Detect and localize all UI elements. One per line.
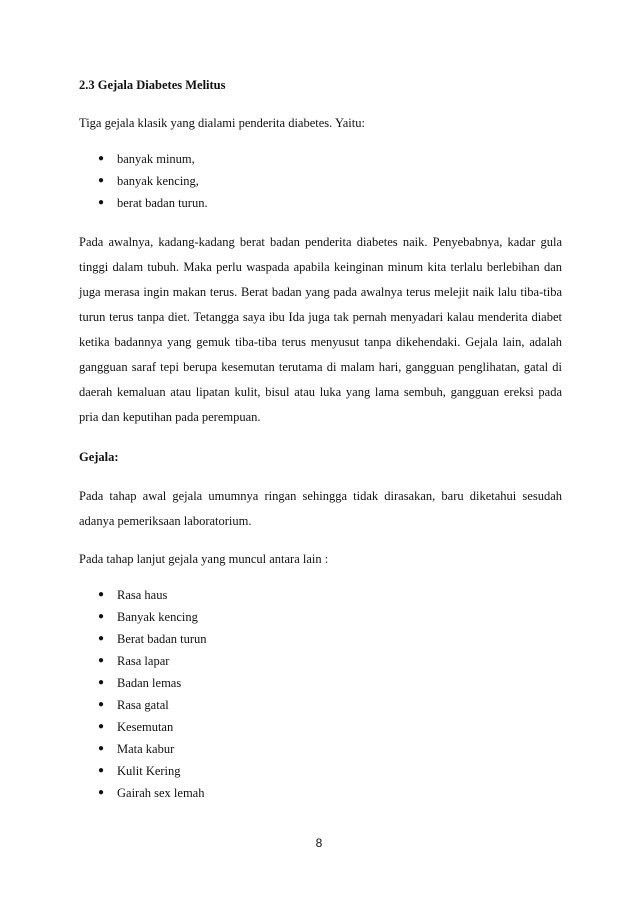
list-item-text: berat badan turun. — [117, 196, 208, 210]
list-item — [79, 170, 562, 192]
advanced-symptoms-list — [79, 584, 562, 804]
list-item-text: Rasa gatal — [117, 698, 169, 712]
list-item — [79, 584, 562, 606]
page-number: 8 — [315, 836, 323, 850]
list-item — [79, 192, 562, 214]
advanced-stage-intro: Pada tahap lanjut gejala yang muncul antara lain : — [79, 552, 329, 566]
bullet-icon: ● — [98, 197, 105, 208]
list-item — [79, 716, 562, 738]
list-item — [79, 148, 562, 170]
list-item-text: Kesemutan — [117, 720, 174, 734]
list-item — [79, 760, 562, 782]
list-item — [79, 628, 562, 650]
list-item-text: Kulit Kering — [117, 764, 181, 778]
section-heading: 2.3 Gejala Diabetes Melitus — [79, 78, 226, 92]
subheading: Gejala: — [79, 450, 119, 464]
list-item-text: Gairah sex lemah — [117, 786, 205, 800]
page-content — [79, 76, 562, 804]
list-item-text: Berat badan turun — [117, 632, 207, 646]
list-item — [79, 782, 562, 804]
bullet-icon: ● — [98, 787, 105, 798]
list-item — [79, 650, 562, 672]
bullet-icon: ● — [98, 633, 105, 644]
list-item-text: banyak minum, — [117, 152, 195, 166]
bullet-icon: ● — [98, 699, 105, 710]
bullet-icon: ● — [98, 589, 105, 600]
bullet-icon: ● — [98, 765, 105, 776]
list-item — [79, 672, 562, 694]
list-item — [79, 738, 562, 760]
list-item-text: Badan lemas — [117, 676, 182, 690]
list-item-text: Rasa lapar — [117, 654, 170, 668]
bullet-icon: ● — [98, 721, 105, 732]
list-item-text: banyak kencing, — [117, 174, 199, 188]
intro-text: Tiga gejala klasik yang dialami penderita diabetes. Yaitu: — [79, 116, 365, 130]
bullet-icon: ● — [98, 175, 105, 186]
list-item-text: Rasa haus — [117, 588, 168, 602]
early-stage-paragraph: Pada tahap awal gejala umumnya ringan sehingga tidak dirasakan, baru diketahui sesudah adanya pemeriksaan laboratorium. — [79, 489, 562, 528]
body-paragraph: Pada awalnya, kadang-kadang berat badan penderita diabetes naik. Penyebabnya, kadar gula tinggi dalam tubuh. Maka perlu waspada apabila keinginan minum kita terlalu berlebihan dan juga merasa ingin makan terus. Berat badan yang pada awalnya terus melejit naik lalu tiba-tiba turun terus tanpa diet. Tetangga saya ibu Ida juga tak pernah menyadari kalau menderita diabet ketika badannya yang gemuk tiba-tiba terus menyusut tanpa dikehendaki. Gejala lain, adalah gangguan saraf tepi berupa kesemutan terutama di malam hari, gangguan penglihatan, gatal di daerah kemaluan atau lipatan kulit, bisul atau luka yang lama sembuh, gangguan ereksi pada pria dan keputihan pada perempuan. — [79, 235, 562, 424]
bullet-icon: ● — [98, 677, 105, 688]
list-item — [79, 694, 562, 716]
list-item-text: Mata kabur — [117, 742, 175, 756]
bullet-icon: ● — [98, 153, 105, 164]
bullet-icon: ● — [98, 655, 105, 666]
classic-symptoms-list — [79, 148, 562, 214]
bullet-icon: ● — [98, 743, 105, 754]
list-item — [79, 606, 562, 628]
bullet-icon: ● — [98, 611, 105, 622]
list-item-text: Banyak kencing — [117, 610, 198, 624]
